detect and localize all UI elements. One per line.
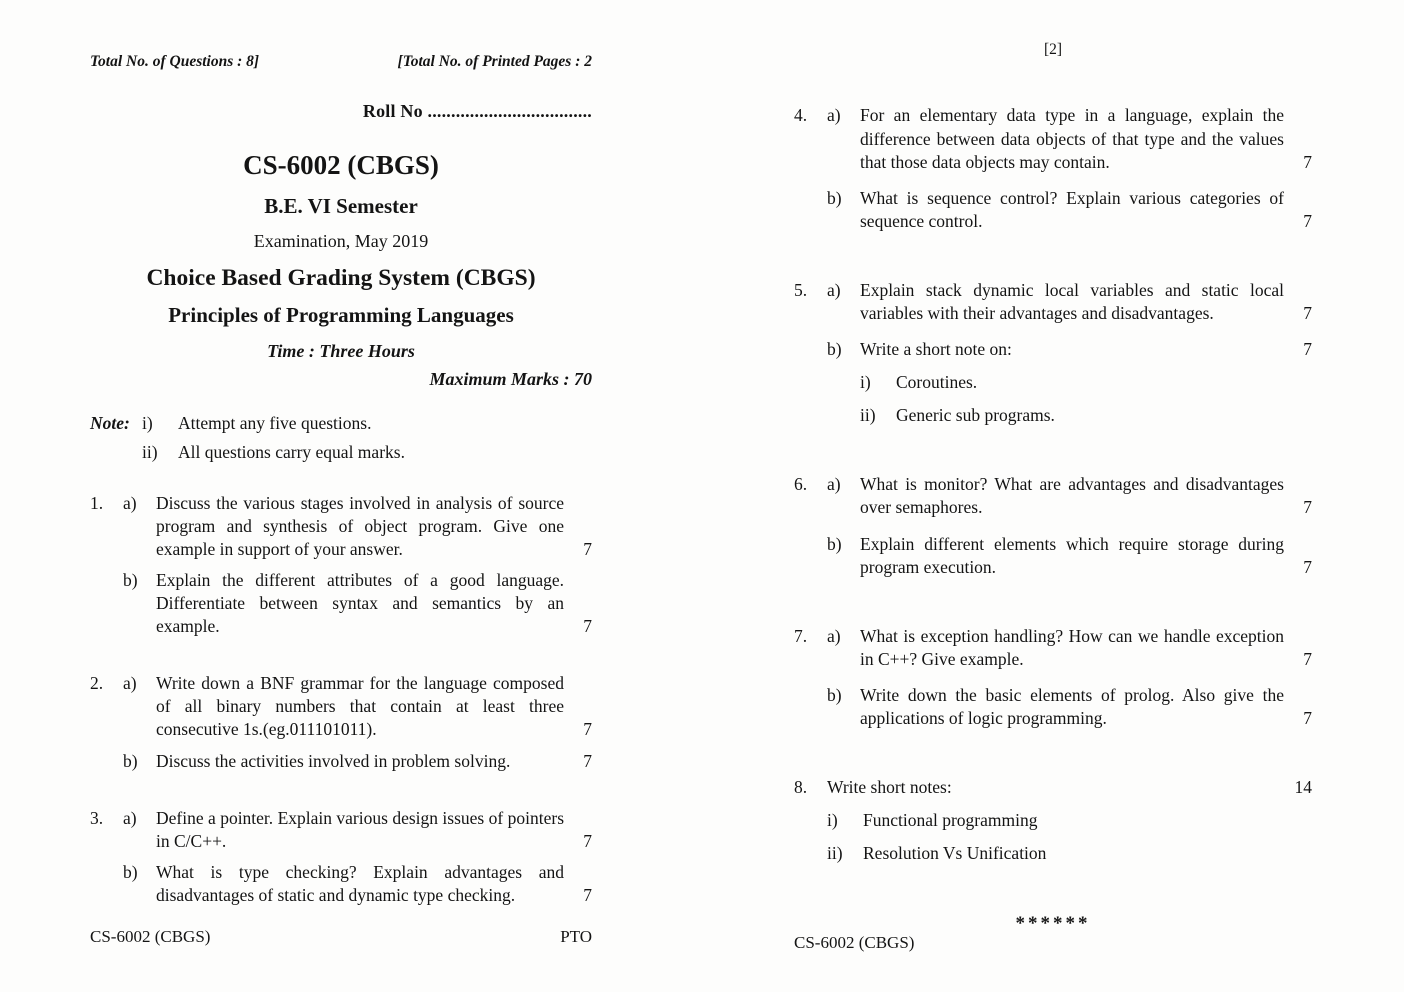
sub-item-number: ii): [827, 843, 843, 864]
note-item: [142, 412, 592, 435]
part-marks: 7: [1303, 210, 1312, 231]
part-text: What is monitor? What are advantages and disadvantages over semaphores.: [860, 474, 1284, 518]
part-marks: 7: [583, 616, 592, 637]
part-letter: a): [123, 492, 137, 513]
page-header: [90, 52, 592, 72]
footer-paper-code: CS-6002 (CBGS): [90, 927, 211, 946]
end-of-paper-marker: ******: [1015, 913, 1091, 935]
question-1: [90, 492, 592, 639]
question-part: [90, 492, 592, 561]
part-text: Write a short note on:: [860, 339, 1012, 360]
part-text: Explain different elements which require storage during program execution.: [860, 533, 1284, 577]
part-letter: b): [123, 861, 138, 882]
sub-item: [794, 404, 1312, 427]
footer-pto: PTO: [560, 927, 592, 946]
part-marks: 7: [1303, 339, 1312, 360]
question-part: [794, 776, 1312, 799]
total-pages-label: [Total No. of Printed Pages : 2: [397, 53, 592, 70]
maximum-marks: Maximum Marks : 70: [429, 368, 592, 389]
roll-no-field: Roll No ...................................: [362, 101, 592, 122]
question-5: [794, 279, 1312, 427]
part-text: For an elementary data type in a language, explain the difference between data objects of that type and the values that those data objects may contain.: [860, 105, 1284, 172]
note-items: [142, 412, 592, 464]
sub-item-text: Generic sub programs.: [896, 405, 1055, 426]
question-list: [90, 492, 592, 907]
question-8: [794, 776, 1312, 865]
footer-paper-code: CS-6002 (CBGS): [794, 933, 915, 952]
part-text: Explain the different attributes of a good language. Differentiate between syntax and semantics by an example.: [156, 570, 564, 637]
part-marks: 7: [1303, 648, 1312, 669]
page-footer: [90, 926, 592, 948]
part-marks: 7: [1303, 708, 1312, 729]
question-number: 1.: [90, 492, 104, 513]
part-text: Discuss the activities involved in problem solving.: [156, 750, 511, 771]
question-part: [90, 807, 592, 853]
paper-code-title: CS-6002 (CBGS): [243, 150, 439, 181]
question-part: [90, 672, 592, 741]
exam-paper-page-1: [90, 0, 592, 992]
part-marks: 7: [583, 884, 592, 905]
question-part: [794, 104, 1312, 173]
part-marks: 7: [1303, 556, 1312, 577]
part-text: What is sequence control? Explain various categories of sequence control.: [860, 187, 1284, 231]
time-allowed: Time : Three Hours: [267, 341, 415, 362]
part-marks: 7: [1303, 151, 1312, 172]
part-letter: a): [827, 279, 841, 300]
subject-title: Principles of Programming Languages: [168, 303, 514, 328]
note-item-number: ii): [142, 441, 158, 462]
note-block: [90, 412, 592, 464]
question-part: [794, 338, 1312, 361]
note-item-text: All questions carry equal marks.: [178, 441, 405, 462]
part-text: Write down a BNF grammar for the language composed of all binary numbers that contain at least three consecutive 1s.(eg.011101011).: [156, 673, 564, 740]
part-letter: a): [827, 105, 841, 126]
part-letter: b): [123, 750, 138, 771]
question-part: [794, 473, 1312, 519]
part-letter: b): [827, 187, 842, 208]
part-letter: a): [123, 807, 137, 828]
question-part: [90, 569, 592, 638]
part-text: What is exception handling? How can we handle exception in C++? Give example.: [860, 625, 1284, 669]
part-marks: 7: [583, 538, 592, 559]
question-part: [90, 861, 592, 907]
part-marks: 7: [583, 719, 592, 740]
question-part: [90, 750, 592, 773]
part-marks: 14: [1294, 777, 1312, 798]
question-part: [794, 684, 1312, 730]
exam-session-title: Examination, May 2019: [253, 230, 429, 251]
question-number: 2.: [90, 673, 104, 694]
sub-item-text: Coroutines.: [896, 372, 978, 393]
question-3: [90, 807, 592, 907]
part-marks: 7: [1303, 303, 1312, 324]
note-item: [142, 441, 592, 464]
question-7: [794, 625, 1312, 730]
part-text: What is type checking? Explain advantages and disadvantages of static and dynamic type checking.: [156, 861, 564, 905]
question-number: 5.: [794, 279, 808, 300]
part-letter: a): [123, 673, 137, 694]
question-part: [794, 279, 1312, 325]
question-number: 7.: [794, 625, 808, 646]
part-letter: b): [827, 533, 842, 554]
sub-item: [794, 371, 1312, 394]
question-number: 3.: [90, 807, 104, 828]
sub-item: [794, 842, 1312, 865]
question-part: [794, 533, 1312, 579]
part-marks: 7: [583, 750, 592, 771]
part-text: Define a pointer. Explain various design issues of pointers in C/C++.: [156, 807, 564, 851]
question-list: [794, 104, 1312, 865]
question-number: 8.: [794, 777, 808, 798]
page-footer: [794, 932, 1312, 954]
note-label: Note:: [90, 412, 130, 433]
page-number: [2]: [1043, 41, 1063, 58]
sub-item-text: Resolution Vs Unification: [863, 843, 1047, 864]
question-number: 4.: [794, 105, 808, 126]
question-4: [794, 104, 1312, 232]
part-letter: b): [827, 684, 842, 705]
note-item-number: i): [142, 412, 153, 433]
part-marks: 7: [1303, 497, 1312, 518]
question-2: [90, 672, 592, 772]
part-text: Explain stack dynamic local variables and static local variables with their advantages and disadvantages.: [860, 279, 1284, 324]
question-6: [794, 473, 1312, 578]
sub-item-text: Functional programming: [863, 810, 1038, 831]
sub-item-number: i): [860, 372, 871, 393]
part-letter: b): [123, 570, 138, 590]
sub-item: [794, 809, 1312, 832]
part-marks: 7: [583, 830, 592, 851]
semester-title: B.E. VI Semester: [264, 193, 418, 218]
total-questions-label: Total No. of Questions : 8]: [90, 53, 260, 70]
part-letter: a): [827, 625, 841, 646]
exam-paper-page-2: [794, 0, 1312, 992]
note-item-text: Attempt any five questions.: [178, 412, 372, 433]
sub-item-number: ii): [860, 405, 876, 426]
part-letter: b): [827, 339, 842, 360]
grading-system-title: Choice Based Grading System (CBGS): [146, 265, 536, 292]
part-text: Write short notes:: [827, 777, 952, 798]
part-text: Discuss the various stages involved in analysis of source program and synthesis of object program. Give one example in support of your answer.: [156, 492, 564, 559]
sub-item-number: i): [827, 810, 838, 831]
question-part: [794, 625, 1312, 671]
question-number: 6.: [794, 474, 808, 495]
part-letter: a): [827, 474, 841, 495]
question-part: [794, 187, 1312, 233]
part-text: Write down the basic elements of prolog. Also give the applications of logic programming.: [860, 684, 1284, 729]
